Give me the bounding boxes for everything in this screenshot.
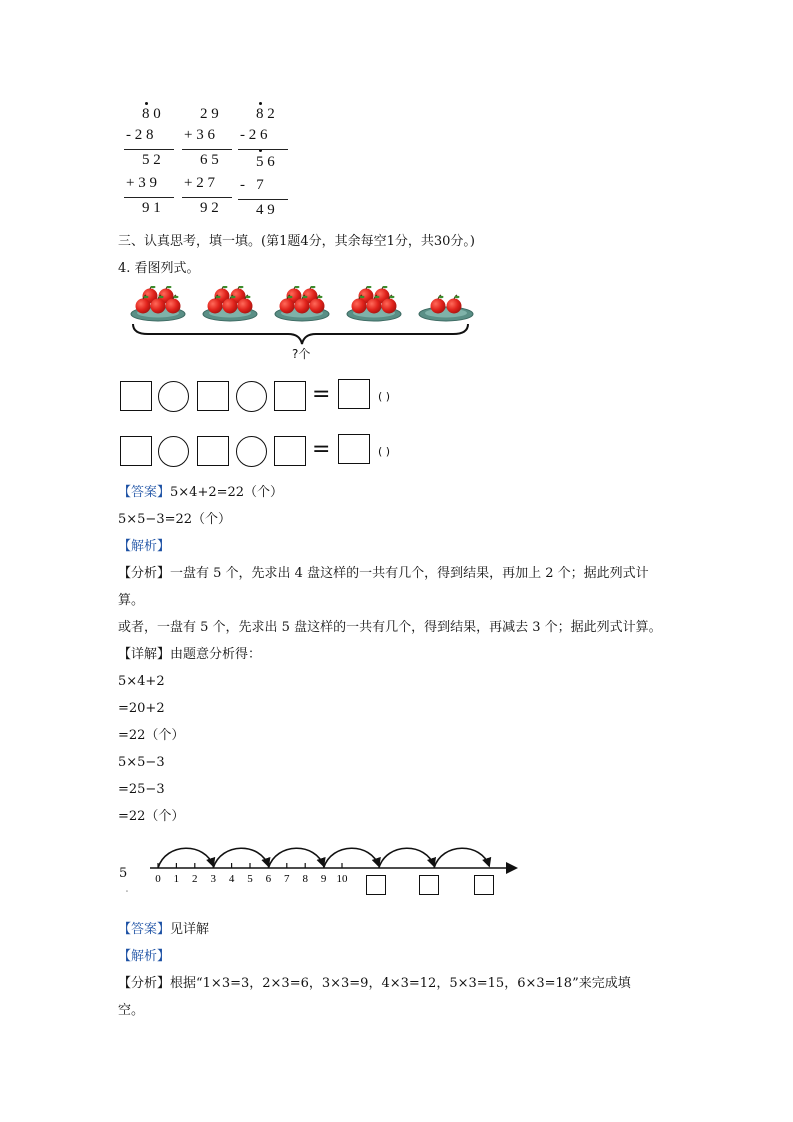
unit-blank: ( ) (378, 390, 391, 403)
tick-label: 9 (320, 873, 327, 885)
step-line: =20+2 (118, 701, 165, 716)
operator-circle[interactable] (158, 381, 189, 412)
analysis-label: 【解析】 (118, 949, 171, 964)
calc-row: 9 1 (142, 200, 161, 216)
tick-label: 10 (336, 873, 348, 885)
apple-plate (419, 295, 473, 321)
step-line: =22（个） (118, 809, 185, 824)
result-box[interactable] (338, 434, 370, 464)
number-line (145, 838, 520, 898)
step-line: 5×5−3 (118, 755, 165, 770)
tick-label: 5 (247, 873, 253, 885)
apple (208, 299, 223, 314)
tick-label: 3 (210, 873, 216, 885)
calc-row: - 2 6 (240, 127, 268, 143)
tick-label: 4 (228, 873, 235, 885)
fenxi-line-cont: 空。 (118, 1003, 145, 1018)
answer-line (118, 483, 283, 503)
apple (295, 299, 310, 314)
equals-sign: = (312, 382, 331, 407)
operator-circle[interactable] (236, 436, 267, 467)
fenxi-text: 根据“1×3=3，2×3=6，3×3=9，4×3=12，5×3=15，6×3=18”来完成填 (170, 976, 631, 991)
answer-label: 【答案】 (118, 922, 171, 937)
fenxi-text: 一盘有 5 个，先求出 4 盘这样的一共有几个，得到结果，再加上 2 个；据此列式计 (170, 566, 649, 581)
apple (352, 299, 367, 314)
number-line-blank[interactable] (474, 875, 494, 895)
calc-row: 6 5 (200, 152, 219, 168)
apple (166, 299, 181, 314)
apple-plate (275, 286, 329, 321)
hop-arc (434, 848, 489, 868)
analysis-label: 【解析】 (118, 539, 171, 554)
step-line: =25−3 (118, 782, 165, 797)
calc-row: 8 0 (142, 106, 161, 122)
operator-circle[interactable] (236, 381, 267, 412)
calc-row: 9 2 (200, 200, 219, 216)
tick-label: 2 (192, 873, 198, 885)
fenxi-line-cont: 算。 (118, 593, 145, 608)
detail-line (118, 645, 261, 665)
tick-label: 0 (155, 873, 161, 885)
section-heading: 三、认真思考，填一填。(第1题4分，其余每空1分，共30分。) (118, 234, 475, 249)
apple (136, 299, 151, 314)
step-line: 5×4+2 (118, 674, 165, 689)
answer-line (118, 920, 209, 940)
apple (238, 299, 253, 314)
answer-box[interactable] (120, 436, 152, 466)
apple-plate (131, 286, 185, 321)
apple (367, 299, 382, 314)
question-4-title: 4. 看图列式。 (118, 261, 200, 276)
tick-label: 1 (173, 873, 180, 885)
fenxi-line (118, 564, 649, 584)
brace-label: ?个 (292, 347, 311, 361)
hop-arc (268, 848, 323, 868)
tick-label: 6 (265, 873, 272, 885)
calc-row: 8 2 (256, 106, 275, 122)
answer-box[interactable] (274, 381, 306, 411)
answer-text: 5×4+2=22（个） (170, 485, 284, 500)
tick-label: 8 (302, 873, 308, 885)
answer-text: 见详解 (170, 922, 210, 937)
equals-sign: = (312, 437, 331, 462)
operator-circle[interactable] (158, 436, 189, 467)
step-line: =22（个） (118, 728, 185, 743)
tick-label: 7 (284, 873, 290, 885)
hop-arc (324, 848, 379, 868)
answer-label: 【答案】 (118, 485, 171, 500)
number-line-blank[interactable] (366, 875, 386, 895)
hop-arc (379, 848, 434, 868)
calc-row: + 3 9 (126, 175, 157, 191)
unit-blank: ( ) (378, 445, 391, 458)
fenxi-label: 【分析】 (118, 976, 171, 991)
calc-row: 4 9 (256, 202, 275, 218)
calc-row: 5 2 (142, 152, 161, 168)
apple (382, 299, 397, 314)
apple-plate (203, 286, 257, 321)
answer-box[interactable] (274, 436, 306, 466)
detail-text: 由题意分析得： (170, 647, 262, 662)
result-box[interactable] (338, 379, 370, 409)
vertical-calc-2 (180, 102, 240, 222)
apple (280, 299, 295, 314)
calc-row: - 7 (240, 177, 264, 193)
answer-box[interactable] (197, 381, 229, 411)
number-line-blank[interactable] (419, 875, 439, 895)
apple (431, 299, 446, 314)
calc-row: 5 6 (256, 154, 275, 170)
apple (223, 299, 238, 314)
apple (447, 299, 462, 314)
carry-dot (145, 102, 148, 105)
apple (310, 299, 325, 314)
curly-brace (133, 324, 468, 344)
vertical-calc-3 (238, 102, 298, 222)
answer-line-2: 5×5−3=22（个） (118, 512, 232, 527)
detail-label: 【详解】 (118, 647, 171, 662)
apple-plate (347, 286, 401, 321)
hop-arc (158, 848, 213, 868)
fenxi-label: 【分析】 (118, 566, 171, 581)
answer-box[interactable] (120, 381, 152, 411)
fenxi-line-alt: 或者，一盘有 5 个，先求出 5 盘这样的一共有几个，得到结果，再减去 3 个；据此列式计算。 (118, 620, 662, 635)
hop-arc (213, 848, 268, 868)
carry-dot (259, 102, 262, 105)
answer-box[interactable] (197, 436, 229, 466)
question-5-number: 5 (119, 866, 128, 881)
vertical-calc-1 (120, 102, 180, 222)
calc-row: + 3 6 (184, 127, 215, 143)
calc-row: + 2 7 (184, 175, 215, 191)
calc-row: 2 9 (200, 106, 219, 122)
fenxi-line (118, 974, 631, 994)
apple (151, 299, 166, 314)
calc-row: - 2 8 (126, 127, 154, 143)
